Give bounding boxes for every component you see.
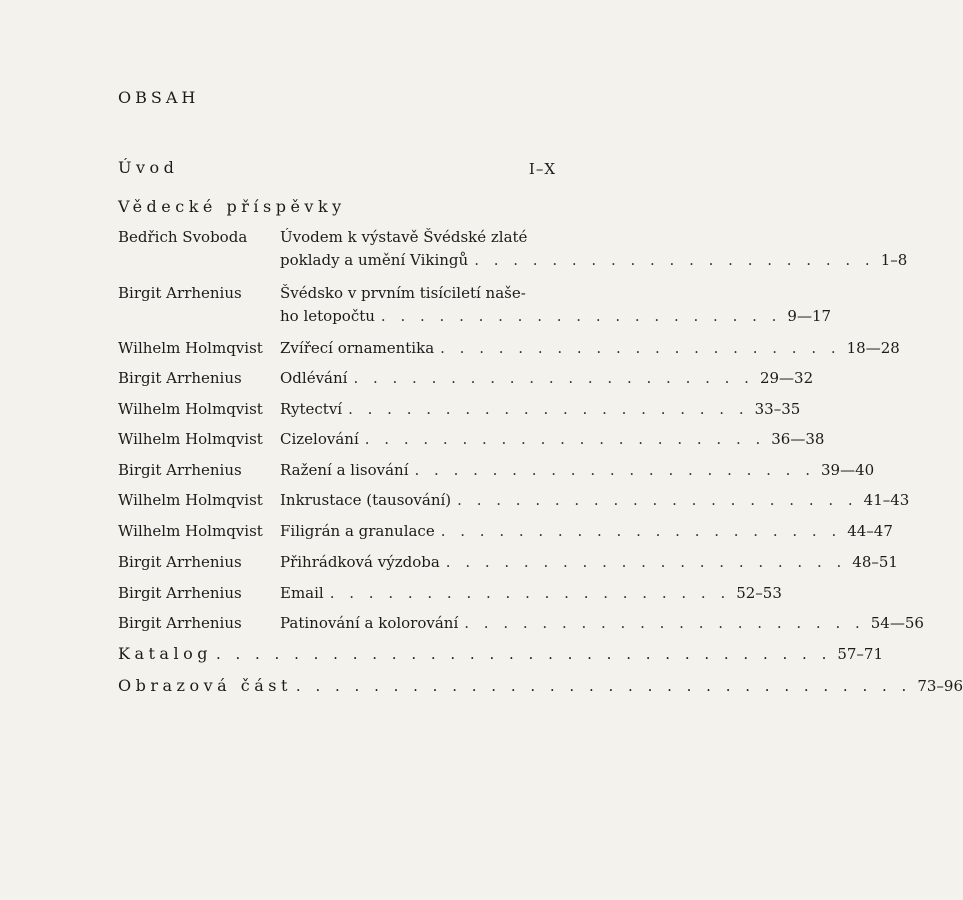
entry-pages: 39—40	[821, 461, 875, 479]
dot-leader: . . . . . . . . . . . . . . . . . . . . .	[364, 430, 766, 448]
entry-title: Ražení a lisování	[280, 461, 409, 479]
entry-author: Wilhelm Holmqvist	[118, 400, 263, 418]
dot-leader: . . . . . . . . . . . . . . . . . . . . .	[457, 491, 858, 509]
dot-leader: . . . . . . . . . . . . . . . . . . . . .	[445, 553, 847, 571]
entry-title-line1: Úvodem k výstavě Švédské zlaté	[280, 228, 528, 246]
entry-pages: 54—56	[870, 614, 924, 632]
entry-title: Patinování a kolorování	[280, 614, 459, 632]
entry-title-line1: Švédsko v prvním tisíciletí naše-	[280, 284, 526, 302]
entry-title-line2: poklady a umění Vikingů	[280, 251, 469, 269]
uvod-label: Úvod	[118, 158, 179, 177]
entry-author: Wilhelm Holmqvist	[118, 491, 263, 509]
entry-author: Birgit Arrhenius	[118, 584, 242, 602]
dot-leader: . . . . . . . . . . . . . . . . . . . . .	[440, 339, 841, 357]
obrazova-label: Obrazová část	[118, 676, 292, 695]
toc-obrazova	[118, 676, 963, 695]
dot-leader: . . . . . . . . . . . . . . . . . . . . .	[329, 584, 731, 602]
entry-author: Birgit Arrhenius	[118, 553, 242, 571]
entry-author: Birgit Arrhenius	[118, 614, 242, 632]
entry-author: Wilhelm Holmqvist	[118, 430, 263, 448]
dot-leader: . . . . . . . . . . . . . . . . . . . . . . . . . . . . . . . .	[215, 645, 832, 663]
dot-leader: . . . . . . . . . . . . . . . . . . . . .	[474, 251, 875, 269]
entry-pages: 36—38	[771, 430, 825, 448]
dot-leader: . . . . . . . . . . . . . . . . . . . . .	[348, 400, 749, 418]
entry-pages: 44–47	[847, 522, 893, 540]
entry-pages: 9—17	[787, 307, 832, 325]
entry-author: Birgit Arrhenius	[118, 461, 242, 479]
katalog-pages: 57–71	[837, 645, 884, 663]
entry-title: Odlévání	[280, 369, 348, 387]
entry-title-line2: ho letopočtu	[280, 307, 375, 325]
katalog-label: Katalog	[118, 644, 212, 663]
entry-pages: 52–53	[736, 584, 782, 602]
entry-author: Birgit Arrhenius	[118, 284, 242, 302]
entry-pages: 33–35	[754, 400, 801, 418]
obrazova-pages: 73–96	[917, 677, 963, 695]
dot-leader: . . . . . . . . . . . . . . . . . . . . . . . . . . . . . . . .	[295, 677, 912, 695]
entry-author: Wilhelm Holmqvist	[118, 339, 263, 357]
entry-pages: 29—32	[759, 369, 814, 387]
entry-title: Rytectví	[280, 400, 343, 418]
section-heading: Vědecké příspěvky	[118, 197, 346, 216]
entry-pages: 18—28	[846, 339, 900, 357]
dot-leader: . . . . . . . . . . . . . . . . . . . . .	[414, 461, 815, 479]
toc-katalog	[118, 644, 884, 663]
entry-title: Přihrádková výzdoba	[280, 553, 440, 571]
entry-author: Bedřich Svoboda	[118, 228, 248, 246]
entry-title: Email	[280, 584, 324, 602]
entry-author: Wilhelm Holmqvist	[118, 522, 263, 540]
entry-pages: 48–51	[852, 553, 898, 571]
page-title: OBSAH	[118, 88, 200, 107]
entry-title: Zvířecí ornamentika	[280, 339, 435, 357]
dot-leader: . . . . . . . . . . . . . . . . . . . . .	[380, 307, 782, 325]
dot-leader: . . . . . . . . . . . . . . . . . . . . .	[464, 614, 865, 632]
entry-title: Filigrán a granulace	[280, 522, 435, 540]
dot-leader: . . . . . . . . . . . . . . . . . . . . .	[353, 369, 754, 387]
uvod-pages: I–X	[528, 160, 556, 178]
dot-leader: . . . . . . . . . . . . . . . . . . . . .	[440, 522, 842, 540]
entry-title: Cizelování	[280, 430, 359, 448]
entry-pages: 1–8	[880, 251, 908, 269]
entry-title: Inkrustace (tausování)	[280, 491, 452, 509]
entry-pages: 41–43	[863, 491, 910, 509]
entry-author: Birgit Arrhenius	[118, 369, 242, 387]
